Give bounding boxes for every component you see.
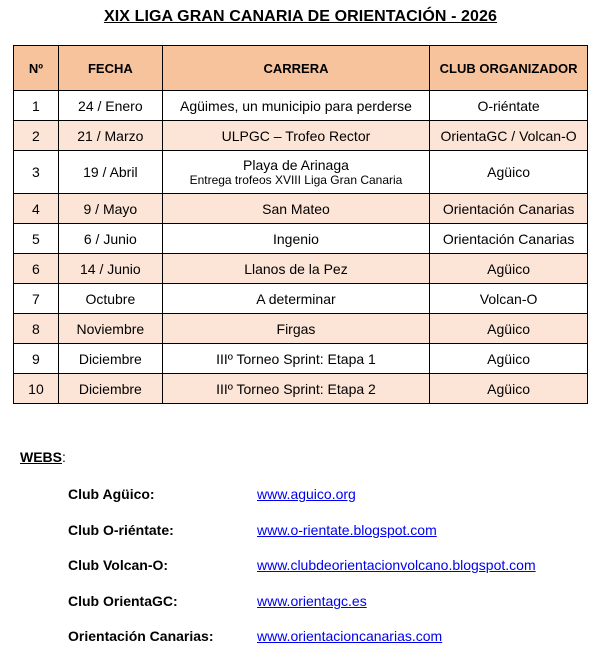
web-club-name: Club O-riéntate:	[68, 522, 174, 538]
row-race: IIIº Torneo Sprint: Etapa 1	[162, 344, 429, 374]
web-club-name: Club OrientaGC:	[68, 593, 178, 609]
table-row	[14, 194, 588, 224]
row-date: Diciembre	[58, 374, 162, 404]
row-number: 8	[14, 314, 59, 344]
row-organizer: Orientación Canarias	[430, 224, 588, 254]
web-item-volcano	[68, 557, 588, 577]
table-row	[14, 91, 588, 121]
row-race: IIIº Torneo Sprint: Etapa 2	[162, 374, 429, 404]
row-number: 4	[14, 194, 59, 224]
web-item-orientagc	[68, 593, 588, 613]
web-item-orientate	[68, 522, 588, 542]
header-organizer: CLUB ORGANIZADOR	[430, 46, 588, 91]
row-date: Diciembre	[58, 344, 162, 374]
row-number: 10	[14, 374, 59, 404]
row-number: 5	[14, 224, 59, 254]
web-item-aguico	[68, 486, 588, 506]
row-race-subtitle: Entrega trofeos XVIII Liga Gran Canaria	[189, 173, 403, 187]
row-date: 24 / Enero	[58, 91, 162, 121]
row-organizer: Agüico	[430, 344, 588, 374]
row-date: 9 / Mayo	[58, 194, 162, 224]
row-date: 19 / Abril	[58, 151, 162, 194]
table-row	[14, 284, 588, 314]
row-organizer: Agüico	[430, 374, 588, 404]
row-race: Agüimes, un municipio para perderse	[162, 91, 429, 121]
webs-heading	[20, 449, 66, 465]
row-race: Ingenio	[162, 224, 429, 254]
header-date: FECHA	[58, 46, 162, 91]
row-number: 7	[14, 284, 59, 314]
webs-heading-colon: :	[62, 449, 66, 465]
web-link[interactable]: www.o-rientate.blogspot.com	[257, 522, 437, 538]
web-item-orientacion-canarias	[68, 628, 588, 648]
row-race: Llanos de la Pez	[162, 254, 429, 284]
row-organizer: Orientación Canarias	[430, 194, 588, 224]
table-row	[14, 121, 588, 151]
web-club-name: Club Agüico:	[68, 486, 155, 502]
row-organizer: Volcan-O	[430, 284, 588, 314]
row-race: San Mateo	[162, 194, 429, 224]
table-row	[14, 344, 588, 374]
row-organizer: Agüico	[430, 314, 588, 344]
row-race: A determinar	[162, 284, 429, 314]
table-row	[14, 314, 588, 344]
row-date: 21 / Marzo	[58, 121, 162, 151]
row-number: 3	[14, 151, 59, 194]
web-club-name: Orientación Canarias:	[68, 628, 214, 644]
page-title: XIX LIGA GRAN CANARIA DE ORIENTACIÓN - 2026	[103, 8, 498, 25]
row-date: 14 / Junio	[58, 254, 162, 284]
row-organizer: O-riéntate	[430, 91, 588, 121]
row-date: Noviembre	[58, 314, 162, 344]
webs-heading-label: WEBS	[20, 449, 62, 465]
web-link[interactable]: www.orientacioncanarias.com	[257, 628, 443, 644]
header-race: CARRERA	[162, 46, 429, 91]
row-organizer: Agüico	[430, 254, 588, 284]
web-link[interactable]: www.orientagc.es	[257, 593, 367, 609]
row-number: 9	[14, 344, 59, 374]
table-row	[14, 151, 588, 194]
web-club-name: Club Volcan-O:	[68, 557, 169, 573]
row-number: 2	[14, 121, 59, 151]
row-date: 6 / Junio	[58, 224, 162, 254]
web-link[interactable]: www.clubdeorientacionvolcano.blogspot.com	[257, 557, 536, 573]
table-row	[14, 374, 588, 404]
table-row	[14, 224, 588, 254]
row-date: Octubre	[58, 284, 162, 314]
row-race: Firgas	[162, 314, 429, 344]
row-race-cell	[162, 151, 429, 194]
row-race: ULPGC – Trofeo Rector	[162, 121, 429, 151]
row-number: 1	[14, 91, 59, 121]
header-number: Nº	[14, 46, 59, 91]
row-number: 6	[14, 254, 59, 284]
row-organizer: Agüico	[430, 151, 588, 194]
table-header-row	[14, 46, 588, 91]
row-race: Playa de Arinaga	[243, 157, 349, 173]
web-link[interactable]: www.aguico.org	[257, 486, 356, 502]
calendar-table	[13, 45, 588, 404]
row-organizer: OrientaGC / Volcan-O	[430, 121, 588, 151]
table-row	[14, 254, 588, 284]
